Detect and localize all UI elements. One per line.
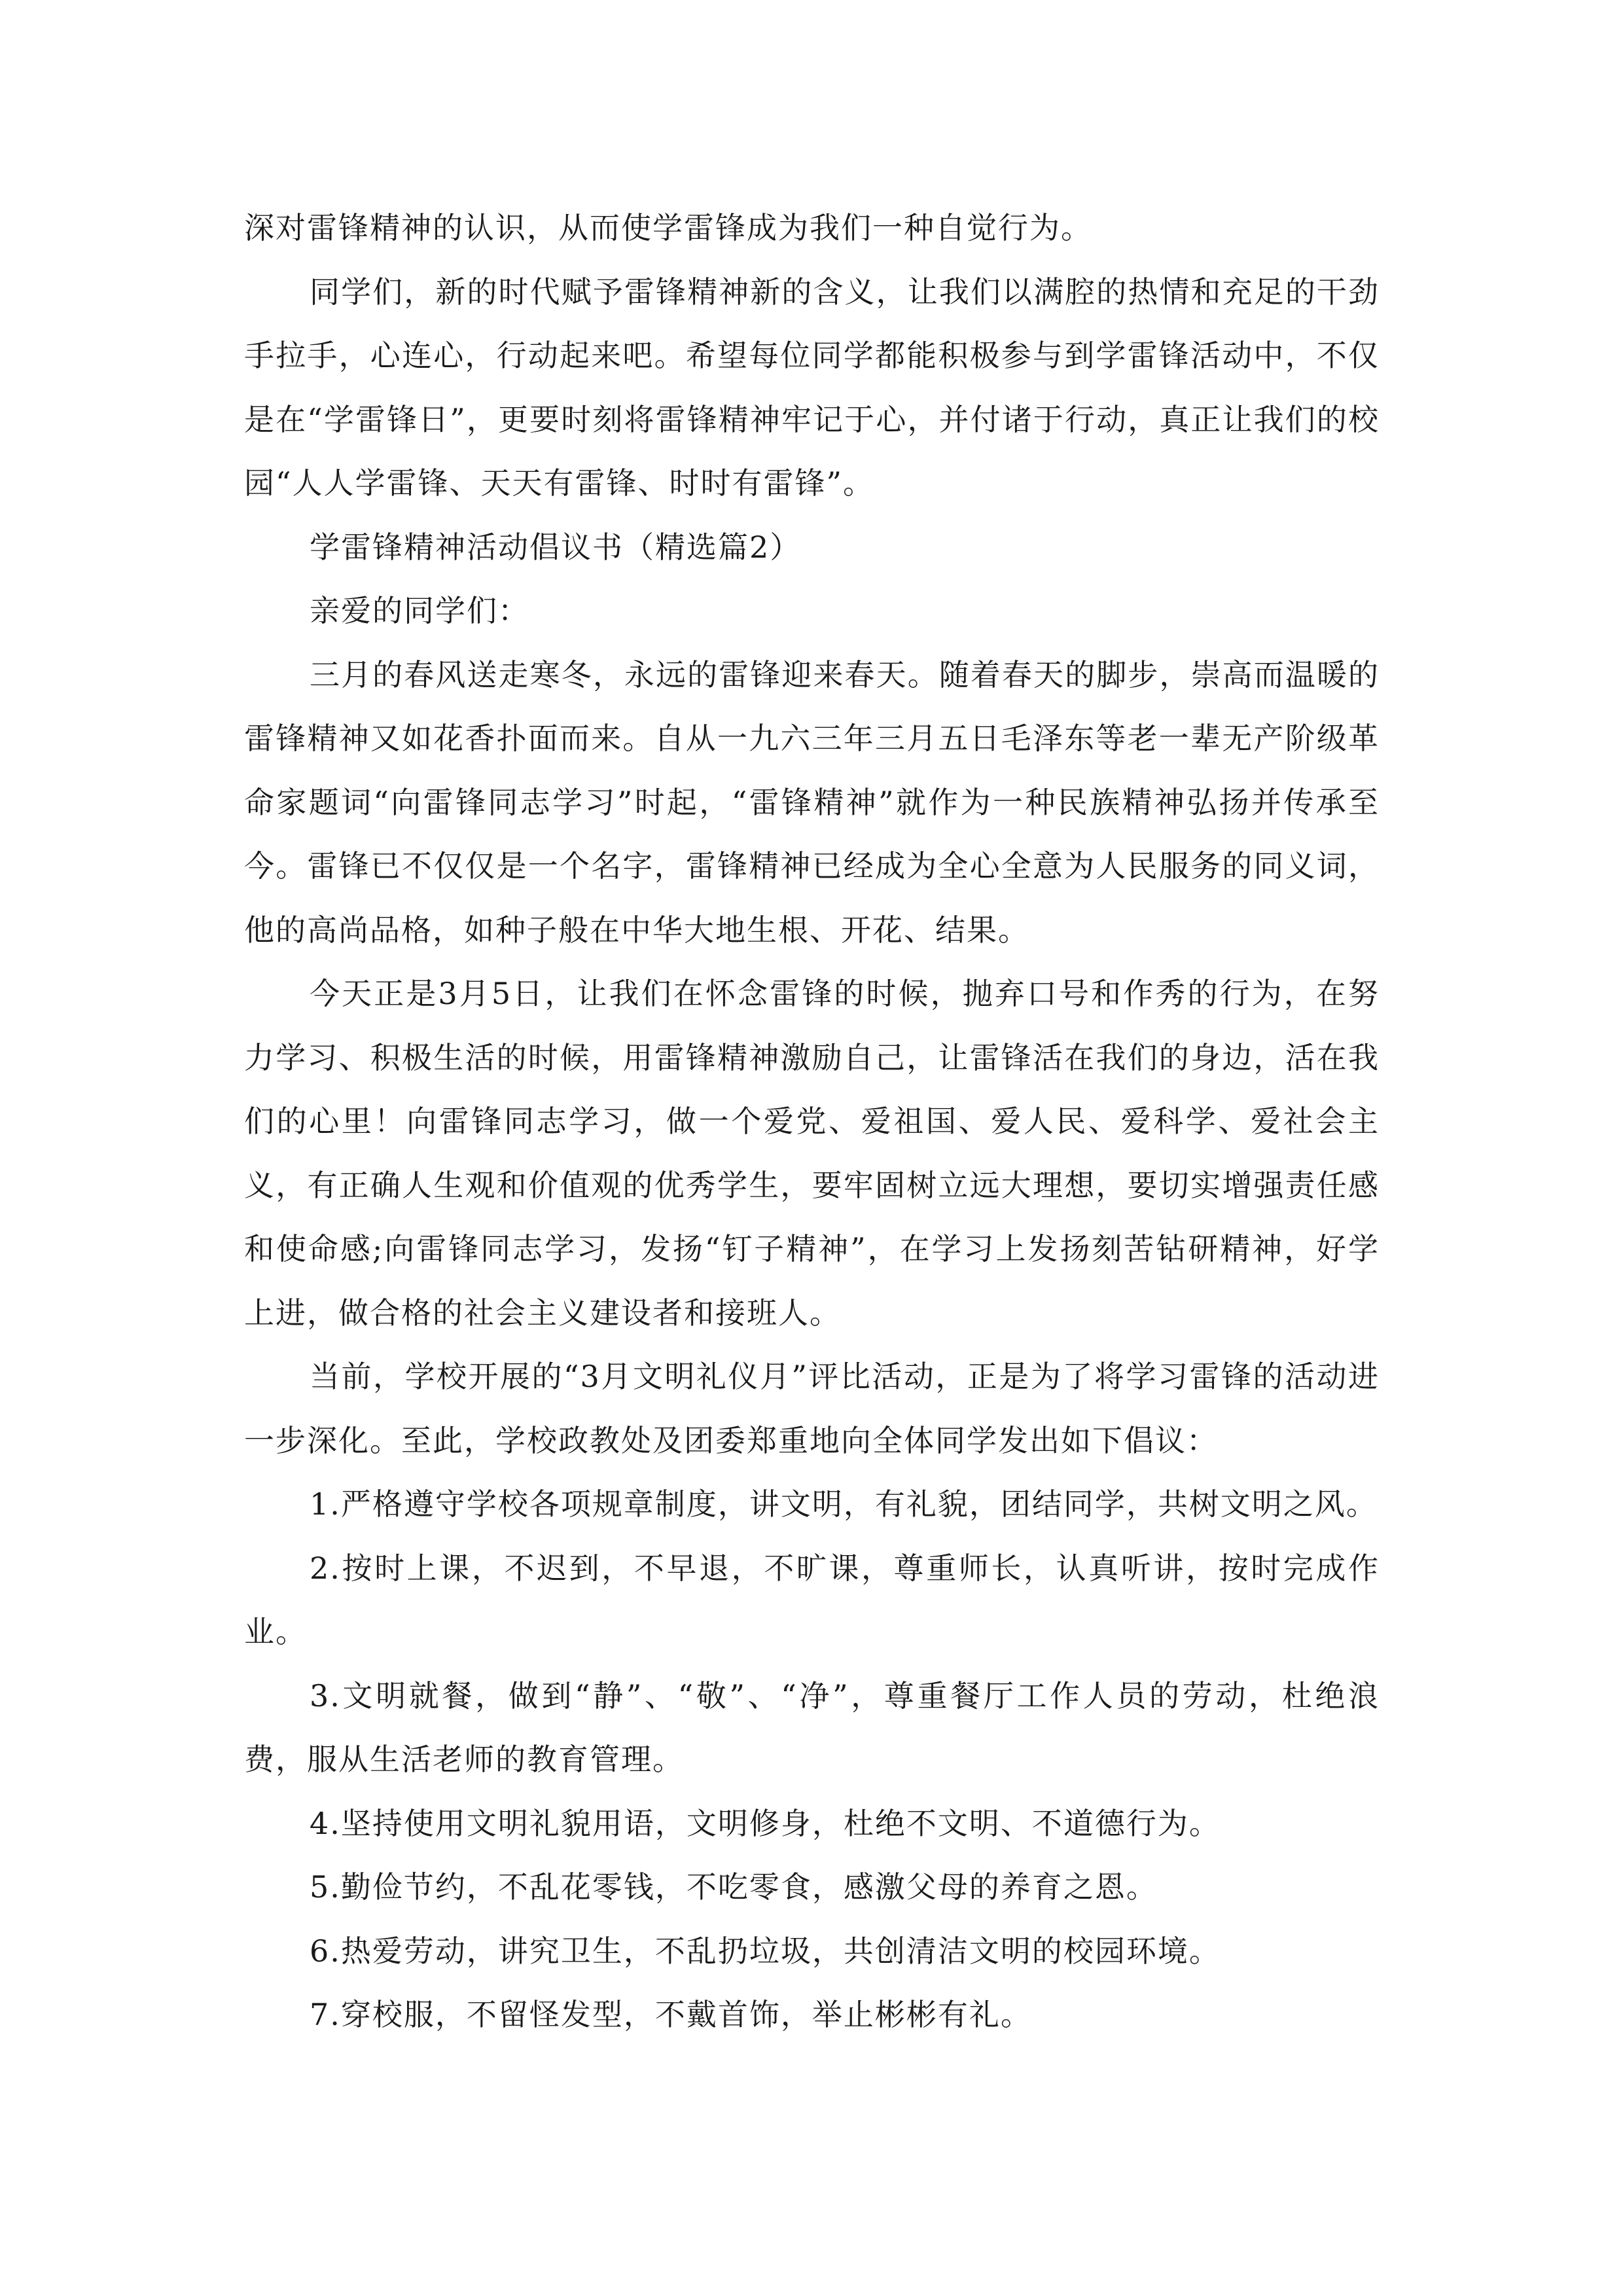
- paragraph-initiative: 当前，学校开展的“3月文明礼仪月”评比活动，正是为了将学习雷锋的活动进一步深化。至此，学校政教处及团委郑重地向全体同学发出如下倡议：: [244, 1359, 1380, 1458]
- paragraph-continuation: 深对雷锋精神的认识，从而使学雷锋成为我们一种自觉行为。: [244, 210, 1092, 245]
- list-item: 6.热爱劳动，讲究卫生，不乱扔垃圾，共创清洁文明的校园环境。: [310, 1933, 1221, 1969]
- list-item: 4.坚持使用文明礼貌用语，文明修身，杜绝不文明、不道德行为。: [310, 1805, 1221, 1841]
- document-body: [244, 196, 1380, 2047]
- paragraph-march-fifth: 今天正是3月5日，让我们在怀念雷锋的时候，抛弃口号和作秀的行为，在努力学习、积极生活的时候，用雷锋精神激励自己，让雷锋活在我们的身边，活在我们的心里！向雷锋同志学习，做一个爱党、爱祖国、爱人民、爱科学、爱社会主义，有正确人生观和价值观的优秀学生，要牢固树立远大理想，要切实增强责任感和使命感;向雷锋同志学习，发扬“钉子精神”，在学习上发扬刻苦钻研精神，好学上进，做合格的社会主义建设者和接班人。: [244, 976, 1380, 1331]
- section-title: 学雷锋精神活动倡议书（精选篇2）: [310, 529, 802, 565]
- paragraph-call-to-action: 同学们，新的时代赋予雷锋精神新的含义，让我们以满腔的热情和充足的干劲手拉手，心连心，行动起来吧。希望每位同学都能积极参与到学雷锋活动中，不仅是在“学雷锋日”，更要时刻将雷锋精神牢记于心，并付诸于行动，真正让我们的校园“人人学雷锋、天天有雷锋、时时有雷锋”。: [244, 274, 1380, 501]
- list-item: 7.穿校服，不留怪发型，不戴首饰，举止彬彬有礼。: [310, 1997, 1032, 2032]
- list-item: 2.按时上课，不迟到，不早退，不旷课，尊重师长，认真听讲，按时完成作业。: [244, 1550, 1380, 1649]
- salutation: 亲爱的同学们：: [310, 593, 529, 628]
- list-item: 3.文明就餐，做到“静”、“敬”、“净”，尊重餐厅工作人员的劳动，杜绝浪费，服从生活老师的教育管理。: [244, 1677, 1380, 1777]
- paragraph-intro: 三月的春风送走寒冬，永远的雷锋迎来春天。随着春天的脚步，崇高而温暖的雷锋精神又如花香扑面而来。自从一九六三年三月五日毛泽东等老一辈无产阶级革命家题词“向雷锋同志学习”时起，“雷锋精神”就作为一种民族精神弘扬并传承至今。雷锋已不仅仅是一个名字，雷锋精神已经成为全心全意为人民服务的同义词，他的高尚品格，如种子般在中华大地生根、开花、结果。: [244, 656, 1380, 948]
- list-item: 1.严格遵守学校各项规章制度，讲文明，有礼貌，团结同学，共树文明之风。: [310, 1486, 1378, 1522]
- list-item: 5.勤俭节约，不乱花零钱，不吃零食，感激父母的养育之恩。: [310, 1869, 1158, 1905]
